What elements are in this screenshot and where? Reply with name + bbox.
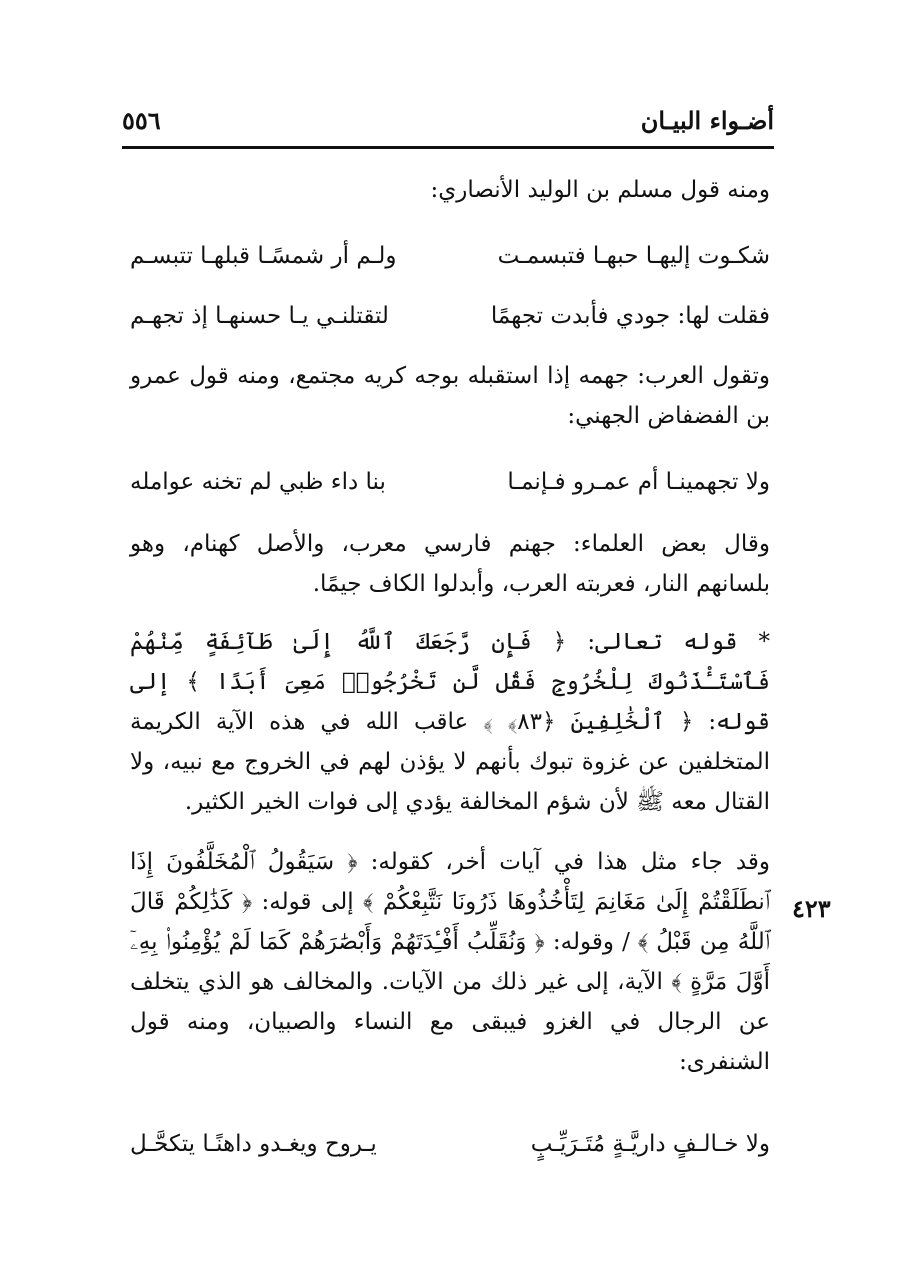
- verse-3-second-hemistich: بنا داء ظبي لم تخنه عوامله: [130, 469, 386, 495]
- poem-verse-2: [130, 296, 770, 336]
- verse-4-second-hemistich: يـروح ويغـدو داهنًـا يتكحَّـل: [130, 1131, 377, 1157]
- poem-verse-3: [130, 462, 770, 502]
- verse-1-second-hemistich: ولـم أر شمسًـا قبلهـا تتبسـم: [130, 243, 397, 269]
- paragraph-tafsir: * قوله تعالى: ﴿ فَإِن رَّجَعَكَ ٱللَّهُ إِلَىٰ طَآئِفَةٍ مِّنْهُمْ فَٱسْتَـْٔذَنُوكَ لِلْخُرُوجِ فَقُل لَّن تَخْرُجُوا۟ مَعِىَ أَبَدًا ﴾ إلى قوله: ﴿ ٱلْخَٰلِفِينَ ﴿٨٣﴾ ﴾ عاقب الله في هذه الآية الكريمة المتخلفين عن غزوة تبوك بأنهم لا يؤذن لهم في الخروج مع نبيه، ولا القتال معه ﷺ لأن شؤم المخالفة يؤدي إلى فوات الخير الكثير.: [130, 629, 770, 815]
- paragraph-jahannam: وقال بعض العلماء: جهنم فارسي معرب، والأصل كهنام، وهو بلسانهم النار، فعربته العرب، وأبدلوا الكاف جيمًا.: [130, 531, 770, 597]
- poem-verse-1: [130, 236, 770, 276]
- margin-page-number: ٤٢٣: [792, 894, 831, 923]
- verse-1-first-hemistich: شكـوت إليهـا حبهـا فتبسمـت: [497, 243, 770, 269]
- verse-2-first-hemistich: فقلت لها: جودي فأبدت تجهمًا: [490, 303, 770, 329]
- verse-4-first-hemistich: ولا خـالـفٍ داريَّـةٍ مُتَـرَيِّـبٍ: [530, 1131, 770, 1157]
- poem-verse-4: [130, 1124, 770, 1164]
- page-number: ٥٥٦: [122, 106, 161, 135]
- paragraph-jahm: وتقول العرب: جهمه إذا استقبله بوجه كريه مجتمع، ومنه قول عمرو بن الفضفاض الجهني:: [130, 363, 770, 429]
- verse-3-first-hemistich: ولا تجهمينـا أم عمـرو فـإنمـا: [507, 469, 770, 495]
- page-header: [122, 106, 774, 149]
- intro-line-1: ومنه قول مسلم بن الوليد الأنصاري:: [430, 177, 770, 203]
- book-title: أضـواء البيـان: [640, 106, 774, 135]
- verse-2-second-hemistich: لتقتلنـي يـا حسنهـا إذ تجهـم: [130, 303, 389, 329]
- paragraph-similar-verses: وقد جاء مثل هذا في آيات أخر، كقوله: ﴿ سَيَقُولُ ٱلْمُخَلَّفُونَ إِذَا ٱنطَلَقْتُمْ إِلَىٰ مَغَانِمَ لِتَأْخُذُوهَا ذَرُونَا نَتَّبِعْكُمْ ﴾ إلى قوله: ﴿ كَذَٰلِكُمْ قَالَ ٱللَّهُ مِن قَبْلُ ﴾ / وقوله: ﴿ وَنُقَلِّبُ أَفْـِٔدَتَهُمْ وَأَبْصَٰرَهُمْ كَمَا لَمْ يُؤْمِنُوا۟ بِهِۦٓ أَوَّلَ مَرَّةٍ ﴾ الآية، إلى غير ذلك من الآيات. والمخالف هو الذي يتخلف عن الرجال في الغزو فيبقى مع النساء والصبيان، ومنه قول الشنفرى:: [130, 849, 770, 1075]
